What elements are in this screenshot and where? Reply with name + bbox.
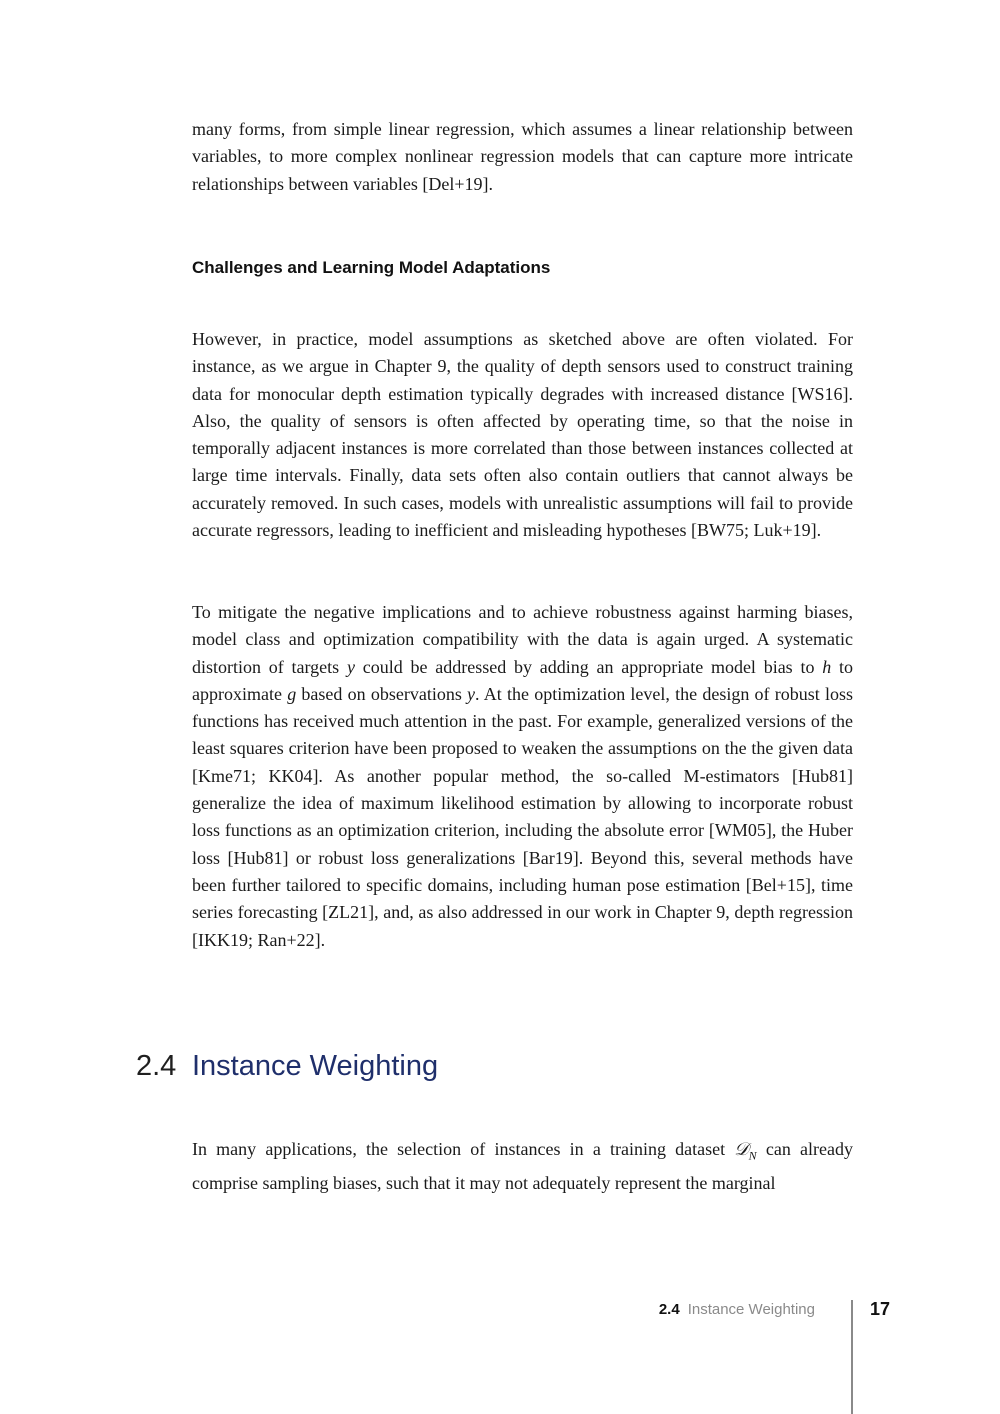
paragraph-text: In many applications, the selection of instances in a training dataset	[192, 1139, 735, 1159]
section-title: Instance Weighting	[192, 1050, 439, 1082]
paragraph-text: to approximate	[192, 656, 853, 704]
section-heading	[136, 1050, 438, 1083]
math-subscript-n: N	[748, 1148, 757, 1163]
footer-divider	[851, 1300, 853, 1414]
math-symbol-dataset-letter: 𝒟	[734, 1139, 749, 1159]
paragraph-text: . At the optimization level, the design of robust loss functions has received much attention in the past. For example, generalized versions of the least squares criterion have been proposed to weaken the assumptions on the the given data [Kme71; KK04]. As another popular method, the so-called M-estimators [Hub81] generalize the idea of maximum likelihood estimation by allowing to incorporate robust loss functions as an optimization criterion, including the absolute error [WM05], the Huber loss [Hub81] or robust loss generalizations [Bar19]. Beyond this, several methods have been further tailored to specific domains, including human pose estimation [Bel+15], time series forecasting [ZL21], and, as also addressed in our work in Chapter 9, depth regression [IKK19; Ran+22].	[192, 683, 853, 950]
paragraph-intro-continuation: many forms, from simple linear regression, which assumes a linear relationship between variables, to more complex nonlinear regression models that can capture more intricate relationships between variables [Del+19].	[192, 119, 853, 194]
footer-section-title: Instance Weighting	[687, 1301, 815, 1318]
math-symbol-h: h	[822, 656, 832, 677]
page-number: 17	[870, 1299, 891, 1319]
paragraph-text: based on observations	[296, 683, 468, 704]
running-footer	[659, 1301, 815, 1318]
section-number: 2.4	[136, 1050, 177, 1082]
math-symbol-y: y	[346, 656, 355, 677]
paragraph-mitigation	[192, 599, 853, 954]
subsection-heading: Challenges and Learning Model Adaptations	[192, 258, 551, 277]
paragraph-text: can already comprise sampling biases, such that it may not adequately represent the marginal	[192, 1139, 853, 1193]
paragraph-text: could be addressed by adding an appropriate model bias to	[354, 656, 823, 677]
paragraph-instance-weighting	[192, 1136, 853, 1197]
math-symbol-y: y	[467, 683, 476, 704]
math-symbol-g: g	[287, 683, 297, 704]
math-symbol-dataset	[734, 1139, 757, 1163]
footer-section-number: 2.4	[658, 1301, 680, 1318]
paragraph-text: To mitigate the negative implications and to achieve robustness against harming biases, model class and optimization compatibility with the data is again urged. A systematic distortion of targets	[192, 602, 853, 677]
paragraph-challenges: However, in practice, model assumptions as sketched above are often violated. For instance, as we argue in Chapter 9, the quality of depth sensors used to construct training data for monocular depth estimation typically degrades with increased distance [WS16]. Also, the quality of sensors is often affected by operating time, so that the noise in temporally adjacent instances is more correlated than those between instances collected at large time intervals. Finally, data sets often also contain outliers that cannot always be accurately removed. In such cases, models with unrealistic assumptions will fail to provide accurate regressors, leading to inefficient and misleading hypotheses [BW75; Luk+19].	[192, 329, 853, 541]
